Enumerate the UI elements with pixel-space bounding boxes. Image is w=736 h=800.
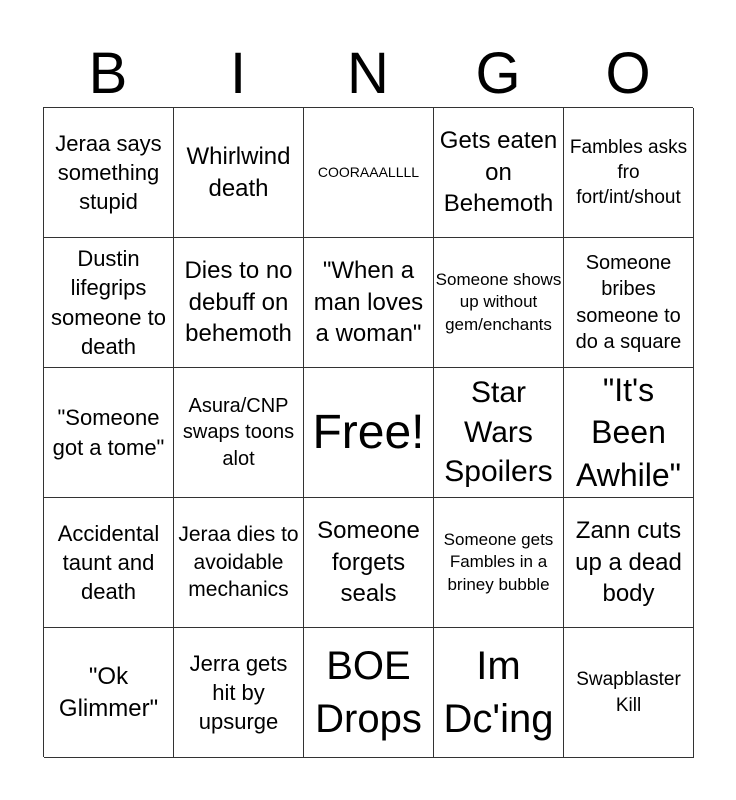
header-letter-n: N [347,41,389,106]
bingo-grid [43,107,693,757]
header-letter-i: I [229,41,247,106]
bingo-cell[interactable]: Someone bribes someone to do a square [564,238,694,368]
bingo-cell[interactable]: Fambles asks fro fort/int/shout [564,108,694,238]
bingo-cell[interactable]: Jerra gets hit by upsurge [174,628,304,758]
bingo-cell[interactable]: Zann cuts up a dead body [564,498,694,628]
header-letter-g: G [475,41,521,106]
bingo-cell[interactable]: Dustin lifegrips someone to death [44,238,174,368]
header-letter-b: B [88,41,128,106]
bingo-cell[interactable]: Someone shows up without gem/enchants [434,238,564,368]
bingo-cell[interactable]: Asura/CNP swaps toons alot [174,368,304,498]
bingo-cell[interactable]: COORAAALLLL [304,108,434,238]
bingo-cell[interactable]: Gets eaten on Behemoth [434,108,564,238]
bingo-cell[interactable]: Accidental taunt and death [44,498,174,628]
bingo-cell[interactable]: Someone forgets seals [304,498,434,628]
bingo-cell[interactable]: Jeraa says something stupid [44,108,174,238]
bingo-cell[interactable]: Dies to no debuff on behemoth [174,238,304,368]
bingo-cell-free[interactable]: Free! [304,368,434,498]
bingo-cell[interactable]: BOE Drops [304,628,434,758]
bingo-header [43,40,693,108]
bingo-cell[interactable]: Star Wars Spoilers [434,368,564,498]
bingo-cell[interactable]: "When a man loves a woman" [304,238,434,368]
bingo-cell[interactable]: "It's Been Awhile" [564,368,694,498]
bingo-cell[interactable]: "Ok Glimmer" [44,628,174,758]
bingo-cell[interactable]: Someone gets Fambles in a briney bubble [434,498,564,628]
bingo-cell[interactable]: Swapblaster Kill [564,628,694,758]
bingo-cell[interactable]: Jeraa dies to avoidable mechanics [174,498,304,628]
bingo-cell[interactable]: "Someone got a tome" [44,368,174,498]
header-letter-o: O [605,41,651,106]
bingo-cell[interactable]: Whirlwind death [174,108,304,238]
bingo-cell[interactable]: Im Dc'ing [434,628,564,758]
